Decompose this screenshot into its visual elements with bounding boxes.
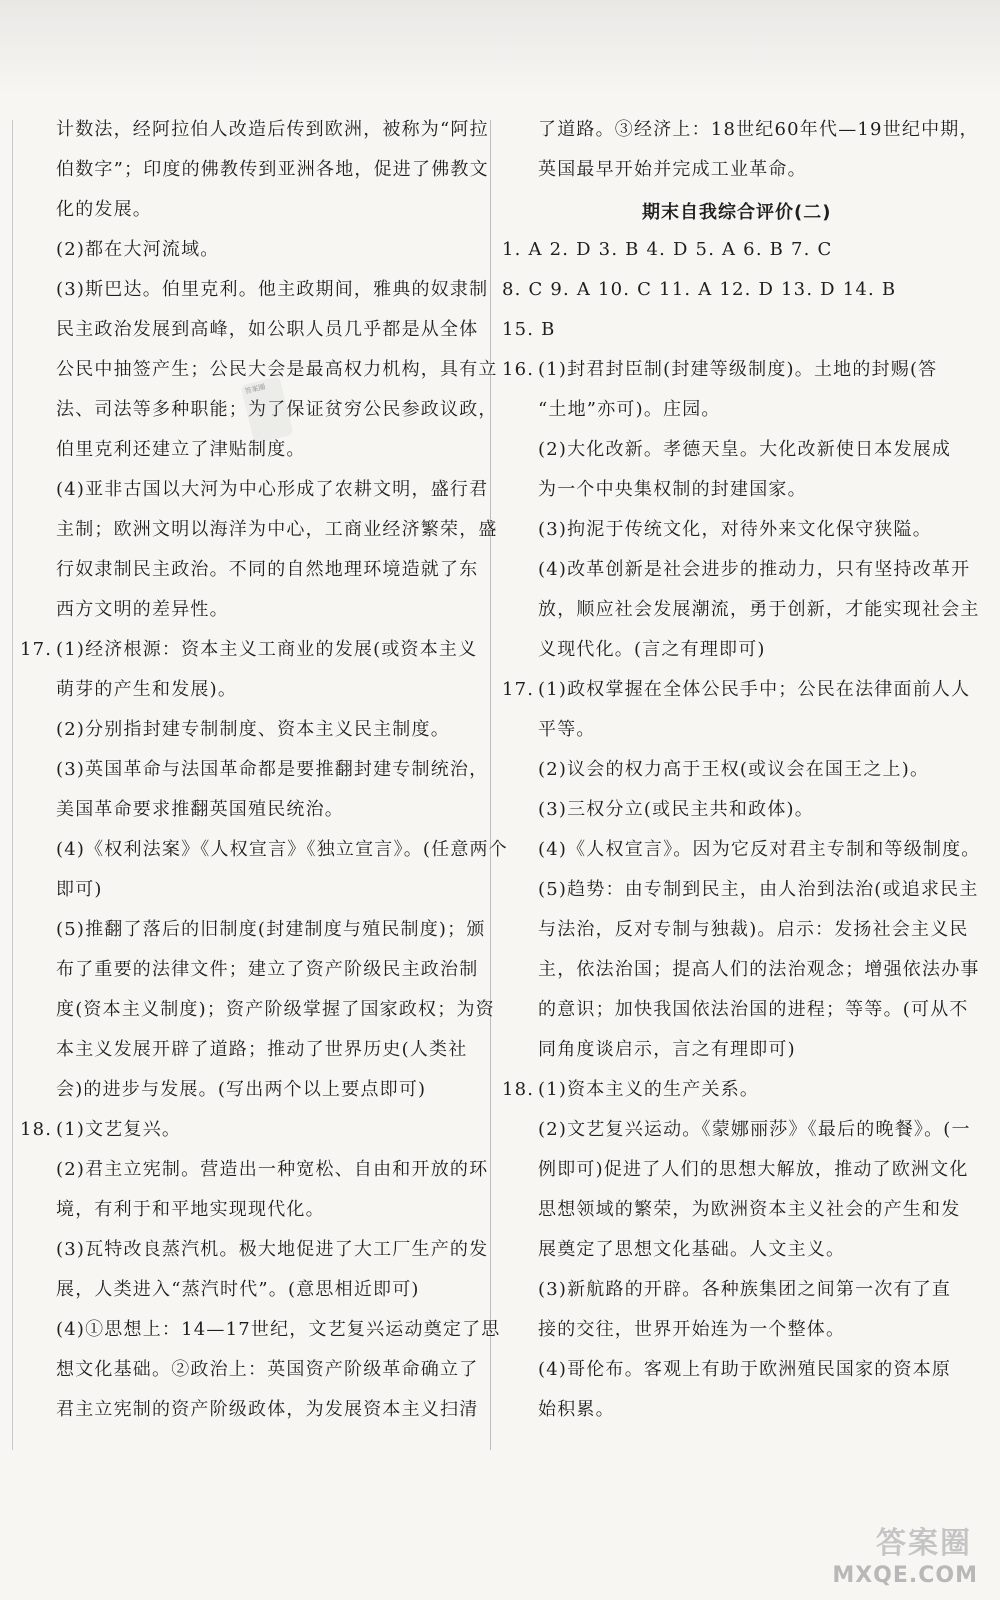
text-line: (1)文艺复兴。 [56, 1119, 182, 1140]
text-line: (2)文艺复兴运动。《蒙娜丽莎》《最后的晚餐》。(一 [538, 1119, 971, 1140]
text-line: 法、司法等多种职能；为了保证贫穷公民参政议政， [56, 399, 498, 420]
text-line: 始积累。 [538, 1399, 615, 1420]
text-line: 萌芽的产生和发展)。 [56, 679, 238, 700]
text-line: 例即可)促进了人们的思想大解放，推动了欧洲文化 [538, 1159, 969, 1180]
text-line: 为一个中央集权制的封建国家。 [538, 479, 807, 500]
watermark-site: MXQE.COM [832, 1563, 978, 1588]
question-number: 18. [502, 1079, 535, 1100]
text-line: 本主义发展开辟了道路；推动了世界历史(人类社 [56, 1039, 468, 1060]
site-watermark [807, 1518, 982, 1588]
text-line: (3)瓦特改良蒸汽机。极大地促进了大工厂生产的发 [56, 1239, 489, 1260]
question-number: 16. [502, 359, 535, 380]
text-line: 即可) [56, 879, 103, 900]
text-line: 平等。 [538, 719, 596, 740]
text-line: (3)三权分立(或民主共和政体)。 [538, 799, 814, 820]
text-line: 化的发展。 [56, 199, 152, 220]
text-line: 君主立宪制的资产阶级政体，为发展资本主义扫清 [56, 1399, 479, 1420]
text-line: 的意识；加快我国依法治国的进程；等等。(可从不 [538, 999, 969, 1020]
text-line: (2)分别指封建专制制度、资本主义民主制度。 [56, 719, 450, 740]
text-line: 伯里克利还建立了津贴制度。 [56, 439, 306, 460]
text-line: 美国革命要求推翻英国殖民统治。 [56, 799, 344, 820]
text-line: 伯数字”；印度的佛教传到亚洲各地，促进了佛教文 [56, 159, 489, 180]
text-line: 了道路。③经济上：18世纪60年代—19世纪中期， [538, 119, 979, 140]
text-line: (4)《人权宣言》。因为它反对君主专制和等级制度。 [538, 839, 981, 860]
choice-answers: 1. A 2. D 3. B 4. D 5. A 6. B 7. C [502, 239, 833, 260]
question-number: 17. [20, 639, 53, 660]
text-line: (2)大化改新。孝德天皇。大化改新使日本发展成 [538, 439, 952, 460]
text-line: (3)新航路的开辟。各种族集团之间第一次有了直 [538, 1279, 952, 1300]
text-line: 境，有利于和平地实现现代化。 [56, 1199, 325, 1220]
text-line: 放，顺应社会发展潮流，勇于创新，才能实现社会主 [538, 599, 980, 620]
text-line: 英国最早开始并完成工业革命。 [538, 159, 807, 180]
text-line: 主制；欧洲文明以海洋为中心，工商业经济繁荣，盛 [56, 519, 498, 540]
text-line: 想文化基础。②政治上：英国资产阶级革命确立了 [56, 1359, 479, 1380]
scan-shadow [0, 0, 1000, 95]
text-line: 思想领域的繁荣，为欧洲资本主义社会的产生和发 [538, 1199, 961, 1220]
text-line: 同角度谈启示，言之有理即可) [538, 1039, 796, 1060]
text-line: (3)斯巴达。伯里克利。他主政期间，雅典的奴隶制 [56, 279, 489, 300]
text-line: (4)亚非古国以大河为中心形成了农耕文明，盛行君 [56, 479, 489, 500]
text-line: (4)哥伦布。客观上有助于欧洲殖民国家的资本原 [538, 1359, 952, 1380]
text-line: (3)英国革命与法国革命都是要推翻封建专制统治， [56, 759, 489, 780]
text-line: (1)政权掌握在全体公民手中；公民在法律面前人人 [538, 679, 971, 700]
text-line: 会)的进步与发展。(写出两个以上要点即可) [56, 1079, 427, 1100]
text-line: 计数法，经阿拉伯人改造后传到欧洲，被称为“阿拉 [56, 119, 489, 140]
question-number: 17. [502, 679, 535, 700]
text-line: 展奠定了思想文化基础。人文主义。 [538, 1239, 846, 1260]
text-line: (4)改革创新是社会进步的推动力，只有坚持改革开 [538, 559, 971, 580]
text-line: “土地”亦可)。庄园。 [538, 399, 721, 420]
text-line: (4)①思想上：14—17世纪，文艺复兴运动奠定了思 [56, 1319, 501, 1340]
text-line: 主，依法治国；提高人们的法治观念；增强依法办事 [538, 959, 980, 980]
text-line: 西方文明的差异性。 [56, 599, 229, 620]
faint-stamp [240, 376, 293, 444]
left-margin-rule [12, 120, 13, 1450]
text-line: (1)封君封臣制(封建等级制度)。土地的封赐(答 [538, 359, 938, 380]
text-line: 度(资本主义制度)；资产阶级掌握了国家政权；为资 [56, 999, 495, 1020]
stamp-text: 答案圈 [243, 382, 267, 396]
text-line: (1)经济根源：资本主义工商业的发展(或资本主义 [56, 639, 478, 660]
question-number: 18. [20, 1119, 53, 1140]
text-line: (5)推翻了落后的旧制度(封建制度与殖民制度)；颁 [56, 919, 486, 940]
text-line: (2)议会的权力高于王权(或议会在国王之上)。 [538, 759, 930, 780]
column-divider [490, 120, 491, 1450]
text-line: 接的交往，世界开始连为一个整体。 [538, 1319, 846, 1340]
text-line: 布了重要的法律文件；建立了资产阶级民主政治制 [56, 959, 479, 980]
watermark-logo: 答案圈 [876, 1526, 972, 1561]
text-line: (5)趋势：由专制到民主，由人治到法治(或追求民主 [538, 879, 979, 900]
text-line: (1)资本主义的生产关系。 [538, 1079, 760, 1100]
text-line: (4)《权利法案》《人权宣言》《独立宣言》。(任意两个 [56, 839, 508, 860]
text-line: 公民中抽签产生；公民大会是最高权力机构，具有立 [56, 359, 498, 380]
text-line: 与法治，反对专制与独裁)。启示：发扬社会主义民 [538, 919, 969, 940]
text-line: (2)都在大河流域。 [56, 239, 220, 260]
text-line: 行奴隶制民主政治。不同的自然地理环境造就了东 [56, 559, 479, 580]
text-line: (3)拘泥于传统文化，对待外来文化保守狭隘。 [538, 519, 932, 540]
text-line: (2)君主立宪制。营造出一种宽松、自由和开放的环 [56, 1159, 489, 1180]
choice-answers: 8. C 9. A 10. C 11. A 12. D 13. D 14. B [502, 279, 897, 300]
text-line: 义现代化。(言之有理即可) [538, 639, 766, 660]
text-line: 展，人类进入“蒸汽时代”。(意思相近即可) [56, 1279, 420, 1300]
choice-answers: 15. B [502, 319, 556, 340]
section-title: 期末自我综合评价(二) [642, 202, 832, 223]
text-line: 民主政治发展到高峰，如公职人员几乎都是从全体 [56, 319, 479, 340]
